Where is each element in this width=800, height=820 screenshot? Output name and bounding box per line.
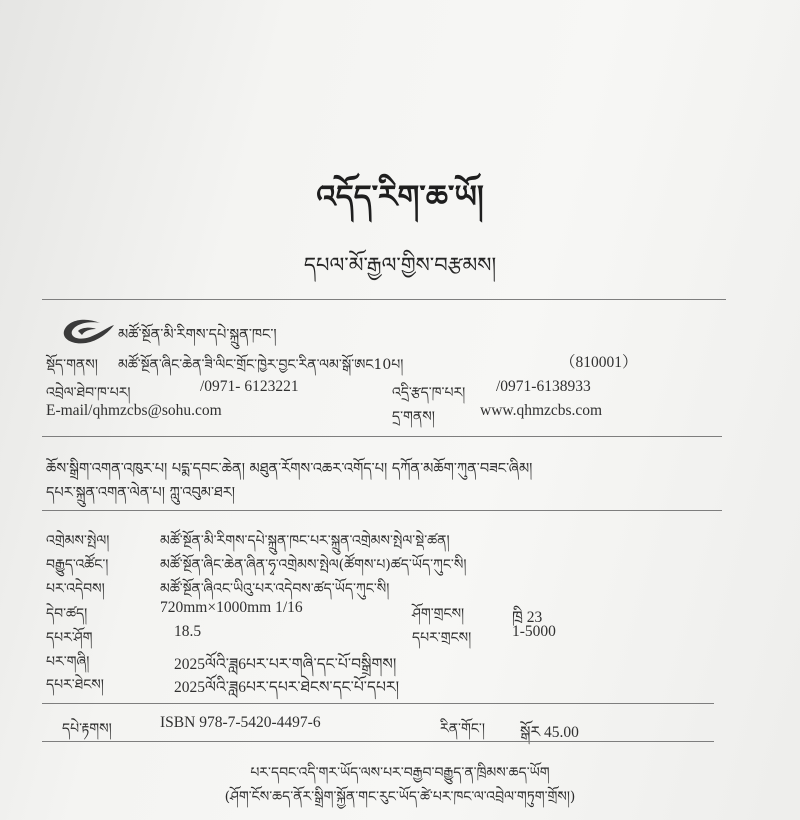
query-phone: /0971-6138933 [496,378,591,395]
printing-house: མཚོ་སྔོན་ཞིའང་ཡིའུ་པར་འདེབས་ཚད་ཡོད་ཀུང་སི། [160,581,390,597]
copyright-notice: པར་དབང་འདི་གར་ཡོད་ལས་པར་བརྒྱབ་བརྒྱུད་ན་ཁྲིམས་ཆད་ཡོག [250,765,550,781]
staff-line-1: ཆོས་སྒྲིག་འགན་འཁུར་པ། པདྨ་དབང་ཆེན། མཐུན་རོགས་འཆར་འགོད་པ། དཀོན་མཆོག་ཀུན་བཟང་ཞིམ། [46,461,533,477]
distributor: མཚོ་སྔོན་ཞིང་ཆེན་ཞིན་ཧྭ་འགྲེམས་སྤེལ(ཚོགས་པ)ཚད་ཡོད་ཀུང་སི། [160,557,467,573]
sheets: ཁྲི 23 [512,609,543,626]
phone-label: འབྲེལ་ཐེབ་ཁ་པར། [46,385,131,401]
print-sheets-label: དཔར་ཤོག [46,630,93,646]
price: སྒོར 45.00 [520,724,579,741]
divider [42,436,722,437]
distributor-label: བརྒྱུད་འཚོང་། [46,557,109,573]
address: མཚོ་སྔོན་ཞིང་ཆེན་ཟི་ལིང་གྲོང་ཁྱེར་བྱང་རིན་ལམ་སྒོ་ཨང10པ། [118,357,404,373]
printing-label: དཔར་ཐེངས། [46,677,104,693]
edition-label: པར་གཞི། [46,654,90,670]
printing-house-label: པར་འདེབས། [46,581,105,597]
edition: 2025ལོའི་ཟླ6པར་པར་གཞི་དང་པོ་བསྒྲིགས། [174,656,397,673]
defect-notice: (ཤོག་ངོས་ཆད་ནོར་སྒྲིག་སྐྱོན་གང་རུང་ཡོད་ཚེ་པར་ཁང་ལ་འབྲེལ་གཏུག་གྲོས།) [224,789,576,805]
print-sheets: 18.5 [174,623,202,640]
isbn: ISBN 978-7-5420-4497-6 [160,714,321,731]
printing: 2025ལོའི་ཟླ6པར་དཔར་ཐེངས་དང་པོ་དཔར། [174,679,400,696]
email: E-mail/qhmzcbs@sohu.com [46,402,222,419]
copies-label: དཔར་གྲངས། [412,630,472,646]
query-phone-label: འདྲི་རྩད་ཁ་པར། [392,385,466,401]
format: 720mm×1000mm 1/16 [160,599,303,616]
postcode: （810001） [560,354,638,371]
publisher-name: མཚོ་སྔོན་མི་རིགས་དཔེ་སྐྲུན་ཁང་། [118,327,277,343]
divider [42,741,714,742]
isbn-label: དཔེ་རྟགས། [62,721,112,737]
format-label: དེབ་ཚད། [46,606,88,622]
book-author: དཔལ་མོ་རྒྱལ་གྱིས་བརྩམས། [303,253,497,277]
phone: /0971- 6123221 [200,378,299,395]
staff-line-2: དཔར་སྐྲུན་འགན་ལེན་པ། ཀླུ་འབུམ་ཐར། [46,485,236,501]
price-label: རིན་གོང་། [440,721,485,737]
distribution: མཚོ་སྔོན་མི་རིགས་དཔེ་སྐྲུན་ཁང་པར་སྐྲུན་འགྲེམས་སྤེལ་སྡེ་ཚན། [160,533,450,549]
website: www.qhmzcbs.com [480,402,603,419]
divider [42,703,714,704]
copies: 1-5000 [512,623,556,640]
book-title: འདོད་རིག་ཆ་ཡོ། [316,179,484,215]
sheets-label: ཤོག་གྲངས། [412,606,465,622]
divider [42,299,726,300]
address-label: སྡོད་གནས། [46,357,98,373]
divider [42,510,722,511]
website-label: དྲ་གནས། [392,409,435,425]
distribution-label: འགྲེམས་སྤེལ། [46,533,110,549]
publisher-logo-icon [60,315,116,345]
